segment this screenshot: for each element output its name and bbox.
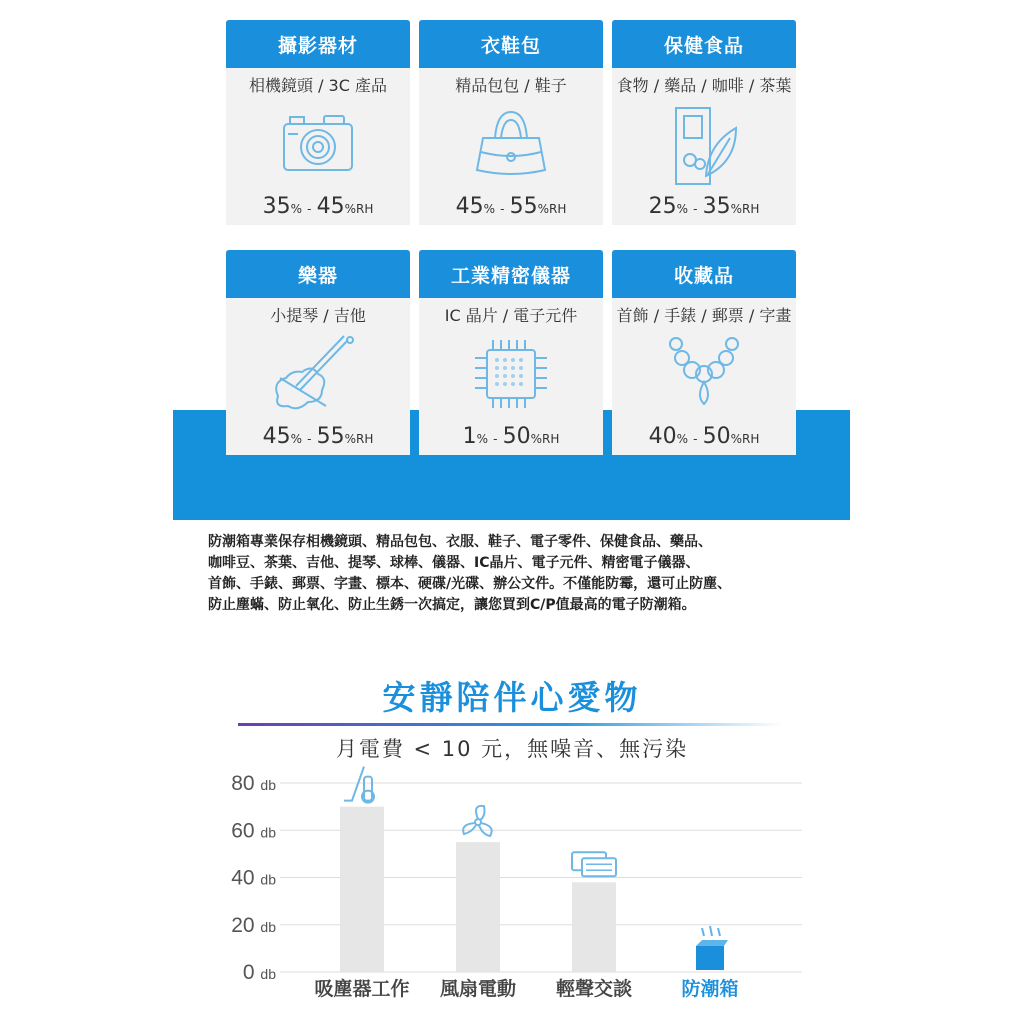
paragraph-line: 防潮箱專業保存相機鏡頭、精品包包、衣服、鞋子、電子零件、保健食品、藥品、 xyxy=(208,534,712,550)
section-subtitle: 月電費 < 10 元，無噪音、無污染 xyxy=(335,737,689,761)
card-precision xyxy=(419,250,603,455)
necklace-icon xyxy=(612,334,796,420)
card-title: 攝影器材 xyxy=(226,20,410,68)
y-tick-label: 80 db xyxy=(231,772,276,795)
card-title: 工業精密儀器 xyxy=(419,250,603,298)
description-paragraph xyxy=(208,532,828,616)
dry-cabinet-icon xyxy=(696,926,728,970)
food-package-icon xyxy=(612,104,796,190)
y-tick-label: 20 db xyxy=(231,913,276,937)
bar xyxy=(572,882,616,972)
card-title: 收藏品 xyxy=(612,250,796,298)
card-subtitle: 小提琴 / 吉他 xyxy=(270,305,366,325)
card-subtitle: 精品包包 / 鞋子 xyxy=(455,75,567,95)
paragraph-line: 首飾、手錶、郵票、字畫、標本、硬碟/光碟、辦公文件。不僅能防霉，還可止防塵、 xyxy=(208,576,732,592)
x-category-label: 防潮箱 xyxy=(681,978,739,1000)
vacuum-icon xyxy=(344,767,374,803)
humidity-range: 45% - 55%RH xyxy=(262,424,374,449)
card-subtitle: 食物 / 藥品 / 咖啡 / 茶葉 xyxy=(616,75,792,95)
paragraph-line: 咖啡豆、茶葉、吉他、提琴、球棒、儀器、IC晶片、電子元件、精密電子儀器、 xyxy=(208,555,700,571)
humidity-range: 1% - 50%RH xyxy=(462,424,560,449)
card-subtitle: IC 晶片 / 電子元件 xyxy=(444,305,578,325)
bar xyxy=(340,807,384,972)
y-tick-label: 0 db xyxy=(242,961,276,984)
humidity-range: 35% - 45%RH xyxy=(262,194,374,219)
chip-icon xyxy=(419,334,603,420)
card-title: 衣鞋包 xyxy=(419,20,603,68)
humidity-range: 25% - 35%RH xyxy=(648,194,760,219)
y-tick-label: 40 db xyxy=(231,866,276,890)
x-category-label: 風扇電動 xyxy=(439,978,517,1000)
card-subtitle: 首飾 / 手錶 / 郵票 / 字畫 xyxy=(616,305,792,325)
card-title: 樂器 xyxy=(226,250,410,298)
paragraph-line: 防止塵蟎、防止氧化、防止生銹一次搞定，讓您買到C/P值最高的電子防潮箱。 xyxy=(208,597,696,613)
card-instruments xyxy=(226,250,410,455)
y-tick-label: 60 db xyxy=(231,819,276,843)
fan-icon xyxy=(463,806,492,836)
section-title: 安靜陪伴心愛物 xyxy=(382,678,642,717)
card-camera xyxy=(226,20,410,225)
camera-icon xyxy=(226,104,410,190)
card-food xyxy=(612,20,796,225)
humidity-range: 40% - 50%RH xyxy=(648,424,760,449)
card-bags xyxy=(419,20,603,225)
humidity-range: 45% - 55%RH xyxy=(455,194,567,219)
x-category-label: 輕聲交談 xyxy=(555,978,633,1000)
noise-bar-chart xyxy=(210,765,820,1015)
violin-icon xyxy=(226,334,410,420)
bar xyxy=(456,842,500,972)
card-title: 保健食品 xyxy=(612,20,796,68)
card-collectibles xyxy=(612,250,796,455)
chat-icon xyxy=(572,852,616,876)
title-underline xyxy=(238,723,783,726)
x-category-label: 吸塵器工作 xyxy=(314,978,410,1000)
card-subtitle: 相機鏡頭 / 3C 產品 xyxy=(248,75,387,95)
handbag-icon xyxy=(419,104,603,190)
